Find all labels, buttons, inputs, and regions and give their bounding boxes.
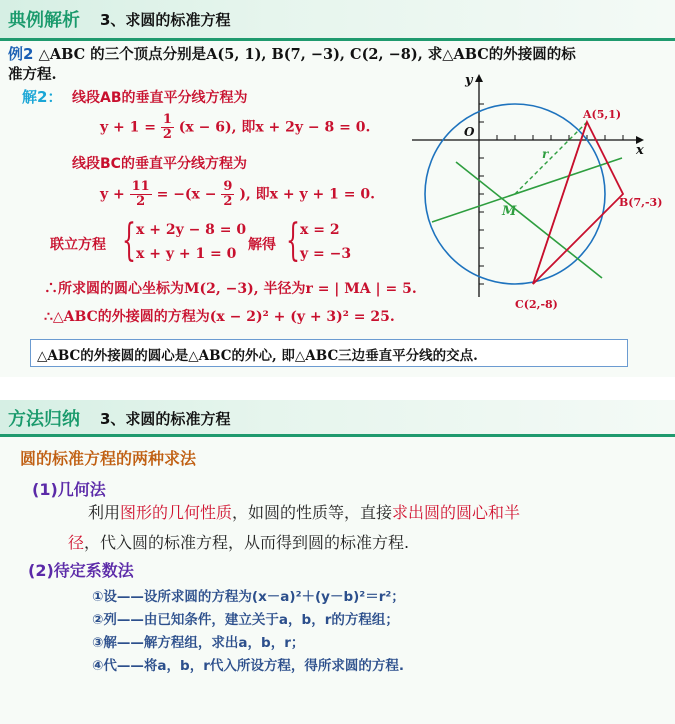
method1-title: (1)几何法 — [32, 480, 106, 499]
solution-brace: { — [286, 215, 300, 266]
eq1-left: y + 1 = — [100, 119, 156, 136]
slide-header — [0, 400, 675, 437]
system-brace: { — [122, 215, 136, 266]
method1-p1-a: 利用 — [88, 503, 121, 522]
eq2-frac2-num: 9 — [223, 179, 233, 194]
problem-line-2: 准方程. — [8, 66, 57, 83]
eq1-fraction — [161, 113, 174, 142]
problem-label: 例2 — [8, 45, 34, 63]
method1-line-2 — [68, 530, 409, 553]
eq2-mid: = −(x − — [156, 186, 217, 203]
radius-label: r — [542, 147, 549, 161]
point-m-label: M — [502, 204, 517, 219]
eq2-fraction-2 — [221, 180, 234, 209]
method1-p2-b: ，代入圆的标准方程，从而得到圆的标准方程. — [84, 533, 410, 552]
slide-header — [0, 0, 675, 41]
problem-line-1 — [8, 43, 576, 64]
solution-x: x = 2 — [300, 222, 340, 238]
solve-label: 解得 — [248, 237, 276, 253]
method2-step-1: ①设——设所求圆的方程为(x－a)²＋(y－b)²＝r²； — [92, 589, 405, 605]
origin-label: O — [464, 125, 475, 139]
eq2-fraction-1 — [130, 180, 152, 209]
axis-x-label: x — [636, 143, 644, 158]
method2-step-2: ②列——由已知条件，建立关于a，b，r的方程组； — [92, 612, 399, 628]
method1-p2-a: 径 — [68, 533, 85, 552]
method1-p1-d: 求出圆的圆心和半 — [392, 503, 521, 522]
radius-ma — [515, 122, 587, 194]
method-slide — [0, 400, 675, 724]
step1-text: 线段AB的垂直平分线方程为 — [72, 90, 248, 106]
bisector-ab — [432, 158, 622, 222]
problem-text: △ABC 的三个顶点分别是A(5, 1), B(7, −3), C(2, −8), 求△ABC的外接圆的标 — [38, 46, 576, 63]
method1-p1-b: 图形的几何性质 — [120, 503, 233, 522]
conclusion-1: ∴所求圆的圆心坐标为M(2, −3), 半径为r = | MA | = 5. — [44, 281, 417, 297]
header-tag: 方法归纳 — [8, 409, 80, 430]
equation-2 — [100, 180, 375, 209]
eq1-frac-den: 2 — [162, 127, 172, 142]
eq1-right: (x − 6), 即x + 2y − 8 = 0. — [178, 119, 371, 136]
point-c-label: C(2,-8) — [515, 298, 558, 311]
axis-y-label: y — [465, 73, 473, 88]
method2-step-4: ④代——将a，b，r代入所设方程，得所求圆的方程. — [92, 658, 404, 674]
point-b-label: B(7,-3) — [619, 196, 663, 209]
y-axis-arrow-icon — [475, 74, 483, 82]
method-heading: 圆的标准方程的两种求法 — [20, 449, 197, 468]
header-title: 3、求圆的标准方程 — [100, 410, 231, 428]
eq2-frac1-num: 11 — [131, 179, 150, 194]
eq2-frac2-den: 2 — [223, 194, 233, 209]
solution-label: 解2： — [22, 88, 63, 106]
method1-p1-c: ，如圆的性质等，直接 — [232, 503, 393, 522]
solution-y: y = −3 — [300, 246, 352, 262]
eq1-frac-num: 1 — [162, 112, 172, 127]
slide-divider — [0, 377, 675, 400]
method2-title: (2)待定系数法 — [28, 561, 134, 580]
point-a-label: A(5,1) — [583, 108, 622, 121]
coordinate-graph — [412, 72, 663, 317]
note-text: △ABC的外接圆的圆心是△ABC的外心, 即△ABC三边垂直平分线的交点. — [37, 348, 478, 364]
eq2-right: ), 即x + y + 1 = 0. — [239, 186, 375, 203]
step2-text: 线段BC的垂直平分线方程为 — [72, 156, 247, 172]
header-tag: 典例解析 — [8, 10, 80, 31]
system-label: 联立方程 — [50, 237, 106, 253]
header-title: 3、求圆的标准方程 — [100, 11, 231, 29]
equation-1 — [100, 113, 370, 142]
eq2-frac1-den: 2 — [136, 194, 146, 209]
y-axis-ticks — [479, 104, 484, 284]
note-box — [30, 339, 628, 367]
method1-line-1 — [88, 500, 520, 523]
eq2-left: y + — [100, 186, 125, 203]
x-axis-ticks — [497, 135, 623, 140]
bisector-bc — [456, 162, 602, 278]
system-eq-2: x + y + 1 = 0 — [136, 246, 237, 262]
method2-step-3: ③解——解方程组，求出a，b，r； — [92, 635, 305, 651]
system-eq-1: x + 2y − 8 = 0 — [136, 222, 247, 238]
conclusion-2: ∴△ABC的外接圆的方程为(x − 2)² + (y + 3)² = 25. — [44, 309, 395, 325]
